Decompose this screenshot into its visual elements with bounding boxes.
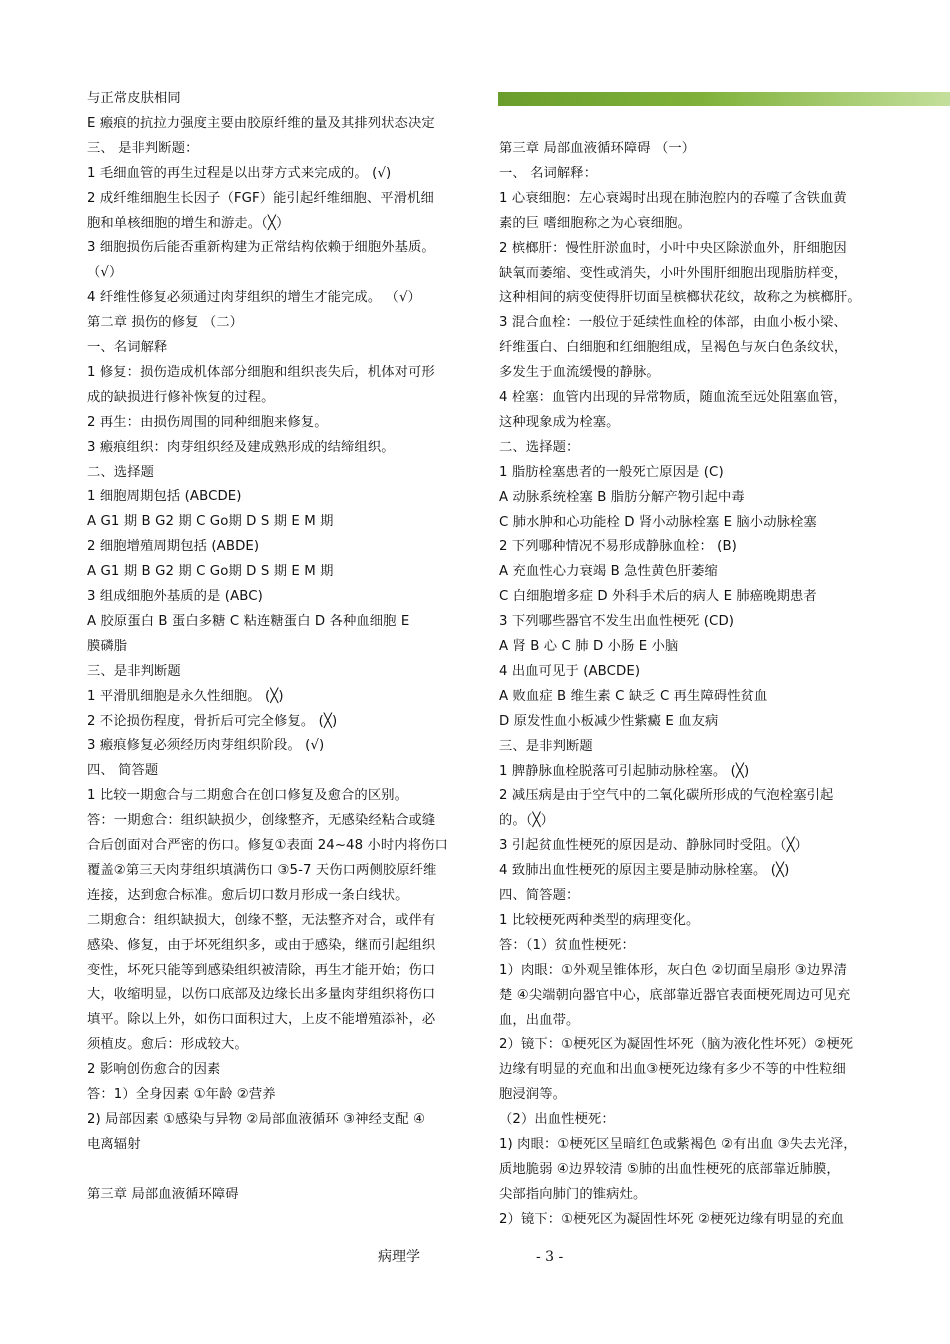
text-line: 2 细胞增殖周期包括 (ABDE) [87,539,260,555]
text-line: 答：（1）贫血性梗死： [499,937,635,953]
text-line: C 肺水肿和心功能栓 D 肾小动脉栓塞 E 脑小动脉栓塞 [499,514,817,530]
text-line: 2）镜下：①梗死区为凝固性坏死 ②梗死边缘有明显的充血 [499,1211,845,1227]
section-heading: 三、是非判断题 [87,663,181,679]
text-line: 边缘有明显的充血和出血③梗死边缘有多少不等的中性粒细 [499,1062,846,1078]
text-line: 1 比较一期愈合与二期愈合在创口修复及愈合的区别。 [87,788,409,804]
text-line: 缺氧而萎缩、变性或消失，小叶外围肝细胞出现脂肪样变， [499,265,848,281]
text-line: 素的巨 嗜细胞称之为心衰细胞。 [499,215,691,231]
section-heading: 四、 简答题 [87,763,159,779]
text-line: 4 纤维性修复必须通过肉芽组织的增生才能完成。 （√） [87,290,421,306]
text-line: 4 致肺出血性梗死的原因主要是肺动脉栓塞。 (╳) [499,863,790,879]
text-line: 覆盖②第三天肉芽组织填满伤口 ③5-7 天伤口两侧胶原纤维 [87,862,437,878]
text-line: 2 成纤维细胞生长因子（FGF）能引起纤维细胞、平滑机细 [87,190,434,206]
text-line: 胞和单核细胞的增生和游走。（╳） [87,215,290,231]
text-line: 2 槟榔肝：慢性肝淤血时，小叶中央区除淤血外，肝细胞因 [499,240,847,256]
text-line: 2) 局部因素 ①感染与异物 ②局部血液循环 ③神经支配 ④ [87,1111,426,1127]
section-heading: 四、简答题： [499,888,580,903]
text-line: 这种相间的病变使得肝切面呈槟榔状花纹，故称之为槟榔肝。 [499,290,861,306]
text-line: 质地脆弱 ④边界较清 ⑤肺的出血性梗死的底部靠近肺膜， [499,1161,840,1177]
text-line: 4 出血可见于 (ABCDE) [499,663,641,679]
text-line: 纤维蛋白、白细胞和红细胞组成，呈褐色与灰白色条纹状， [499,340,848,356]
text-line: 2 减压病是由于空气中的二氧化碳所形成的气泡栓塞引起 [499,788,834,804]
chapter-heading: 第三章 局部血液循环障碍 [87,1186,239,1202]
text-line: 2 影响创伤愈合的因素 [87,1062,221,1078]
text-line: 1 脾静脉血栓脱落可引起肺动脉栓塞。 (╳) [499,763,750,779]
text-line: A 动脉系统栓塞 B 脂肪分解产物引起中毒 [499,489,745,505]
text-line: 答：1）全身因素 ①年龄 ②营养 [87,1087,276,1102]
text-line: 电离辐射 [87,1136,141,1152]
text-line: 1 脂肪栓塞患者的一般死亡原因是 (C) [499,464,724,480]
text-line: A 胶原蛋白 B 蛋白多糖 C 粘连糖蛋白 D 各种血细胞 E [87,613,410,629]
text-line: 与正常皮肤相同 [87,91,181,106]
text-line: 1）肉眼：①外观呈锥体形，灰白色 ②切面呈扇形 ③边界清 [499,962,848,978]
section-heading: 二、选择题： [499,439,580,455]
text-line: 1 心衰细胞：左心衰竭时出现在肺泡腔内的吞噬了含铁血黄 [499,190,847,206]
text-line: 1) 肉眼：①梗死区呈暗红色或紫褐色 ②有出血 ③失去光泽， [499,1137,857,1152]
text-line: A 肾 B 心 C 肺 D 小肠 E 小脑 [499,639,679,654]
text-line: 尖部指向肺门的锥病灶。 [499,1186,647,1202]
section-heading: 三、是非判断题 [499,738,593,754]
text-line: 3 组成细胞外基质的是 (ABC) [87,589,263,604]
chapter-heading: 第二章 损伤的修复 （二） [87,315,244,331]
text-line: （2）出血性梗死： [499,1112,615,1128]
text-line: 1 细胞周期包括 (ABCDE) [87,489,242,505]
text-line: 1 平滑肌细胞是永久性细胞。 (╳) [87,688,284,704]
text-line: 1 比较梗死两种类型的病理变化。 [499,912,700,928]
text-line: 合后创面对合严密的伤口。修复①表面 24~48 小时内将伤口 [87,838,448,853]
text-line: 多发生于血流缓慢的静脉。 [499,365,660,381]
text-line: 须植皮。愈后：形成较大。 [87,1037,248,1053]
header-accent-bar [498,92,950,106]
text-line: A G1 期 B G2 期 C Go期 D S 期 E M 期 [87,564,334,580]
text-line: 这种现象成为栓塞。 [499,414,620,430]
text-line: 1 毛细血管的再生过程是以出芽方式来完成的。 (√) [87,165,392,181]
text-line: 大，收缩明显，以伤口底部及边缘长出多量肉芽组织将伤口 [87,987,436,1003]
text-line: 3 瘢痕组织：肉芽组织经及建成熟形成的结缔组织。 [87,439,395,455]
text-line: 2 不论损伤程度，骨折后可完全修复。 (╳) [87,713,338,729]
text-line: 3 引起贫血性梗死的原因是动、静脉同时受阻。（╳） [499,838,809,854]
text-line: 成的缺损进行修补恢复的过程。 [87,389,275,405]
text-line: 2 再生：由损伤周围的同种细胞来修复。 [87,414,328,430]
text-line: 膜磷脂 [87,638,128,654]
text-line: 感染、修复，由于坏死组织多，或由于感染，继而引起组织 [87,937,436,953]
text-line: 1 修复：损伤造成机体部分细胞和组织丧失后，机体对可形 [87,364,435,380]
text-line: 3 细胞损伤后能否重新构建为正常结构依赖于细胞外基质。 [87,240,435,256]
chapter-heading: 第三章 局部血液循环障碍 （一） [499,141,696,156]
text-line: 4 栓塞：血管内出现的异常物质，随血流至远处阻塞血管， [499,390,847,405]
text-line: E 瘢痕的抗拉力强度主要由胶原纤维的量及其排列状态决定 [87,115,435,131]
section-heading: 二、选择题 [87,464,154,480]
section-heading: 一、 名词解释： [499,165,598,181]
text-line: 3 混合血栓：一般位于延续性血栓的体部，由血小板小梁、 [499,315,847,331]
text-line: 血，出血带。 [499,1012,580,1028]
text-line: 胞浸润等。 [499,1087,566,1103]
text-line: 三、 是非判断题： [87,140,199,156]
text-line: 的。（╳） [499,813,555,829]
text-line: A 败血症 B 维生素 C 缺乏 C 再生障碍性贫血 [499,688,768,704]
text-line: 连接，达到愈合标准。愈后切口数月形成一条白线状。 [87,887,409,903]
text-line: D 原发性血小板减少性紫癜 E 血友病 [499,713,719,729]
text-line: A 充血性心力衰竭 B 急性黄色肝萎缩 [499,564,718,580]
page-number: - 3 - [536,1249,564,1265]
text-line: 填平。除以上外，如伤口面积过大，上皮不能增殖添补，必 [87,1012,436,1028]
text-line: 2）镜下：①梗死区为凝固性坏死（脑为液化性坏死）②梗死 [499,1037,854,1053]
text-line: 3 瘢痕修复必须经历肉芽组织阶段。 (√) [87,738,325,754]
text-line: 答：一期愈合：组织缺损少，创缘整齐，无感染经粘合或缝 [87,813,436,829]
text-line: 楚 ④尖端朝向器官中心，底部靠近器官表面梗死周边可见充 [499,987,851,1003]
text-line: 二期愈合：组织缺损大，创缘不整，无法整齐对合，或伴有 [87,912,436,928]
text-line: 3 下列哪些器官不发生出血性梗死 (CD) [499,614,735,630]
section-heading: 一、名词解释 [87,340,168,355]
text-line: （√） [87,265,123,281]
text-line: 2 下列哪种情况不易形成静脉血栓： (B) [499,539,737,555]
text-line: A G1 期 B G2 期 C Go期 D S 期 E M 期 [87,514,334,530]
text-line: 变性，坏死只能等到感染组织被清除，再生才能开始；伤口 [87,962,436,978]
text-line: C 白细胞增多症 D 外科手术后的病人 E 肺癌晚期患者 [499,589,817,605]
footer-title: 病理学 [378,1249,420,1265]
